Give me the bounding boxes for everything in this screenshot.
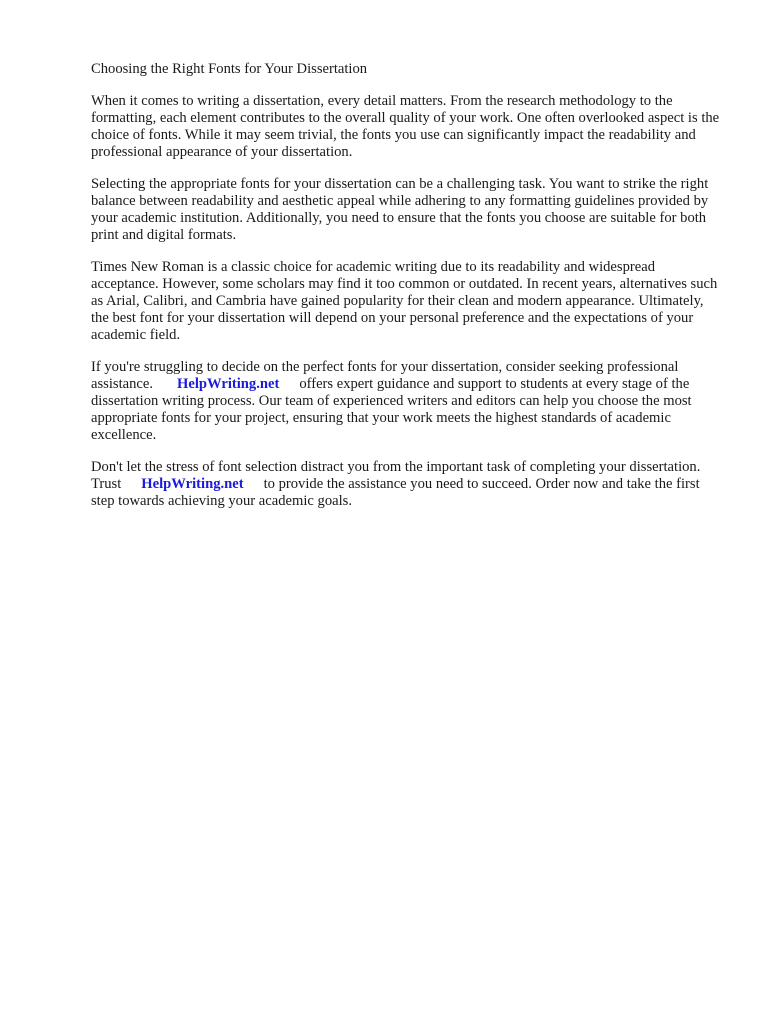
paragraph-assistance-text-after: offers expert guidance and support to students at every stage of the dissertation writing process. Our team of experienced writers and editors can help you choose the most appropriate fonts for your project, ensuring that your work meets the highest standards of academic excellence.: [91, 376, 692, 443]
paragraph-assistance: [91, 359, 721, 444]
paragraph-closing-text-before: Don't let the stress of font selection distract you from the important task of completing your dissertation. Trust: [91, 459, 701, 492]
helpwriting-link[interactable]: HelpWriting.net: [177, 376, 280, 392]
document-title: Choosing the Right Fonts for Your Dissertation: [91, 61, 368, 77]
paragraph-closing: [91, 459, 721, 510]
paragraph-assistance-text-before: If you're struggling to decide on the perfect fonts for your dissertation, consider seeking professional assistance.: [91, 359, 679, 392]
document-body: [91, 61, 721, 525]
paragraph-font-options: Times New Roman is a classic choice for academic writing due to its readability and widespread acceptance. However, some scholars may find it too common or outdated. In recent years, alternatives such as Arial, Calibri, and Cambria have gained popularity for their clean and modern appearance. Ultimately, the best font for your dissertation will depend on your personal preference and the expectations of your academic field.: [91, 259, 718, 343]
paragraph-closing-text-after: to provide the assistance you need to succeed. Order now and take the first step towards achieving your academic goals.: [91, 476, 700, 509]
paragraph-selection: Selecting the appropriate fonts for your dissertation can be a challenging task. You want to strike the right balance between readability and aesthetic appeal while adhering to any formatting guidelines provided by your academic institution. Additionally, you need to ensure that the fonts you choose are suitable for both print and digital formats.: [91, 176, 709, 243]
helpwriting-link-closing[interactable]: HelpWriting.net: [141, 476, 244, 492]
paragraph-intro: When it comes to writing a dissertation, every detail matters. From the research methodology to the formatting, each element contributes to the overall quality of your work. One often overlooked aspect is the choice of fonts. While it may seem trivial, the fonts you use can significantly impact the readability and professional appearance of your dissertation.: [91, 93, 720, 160]
